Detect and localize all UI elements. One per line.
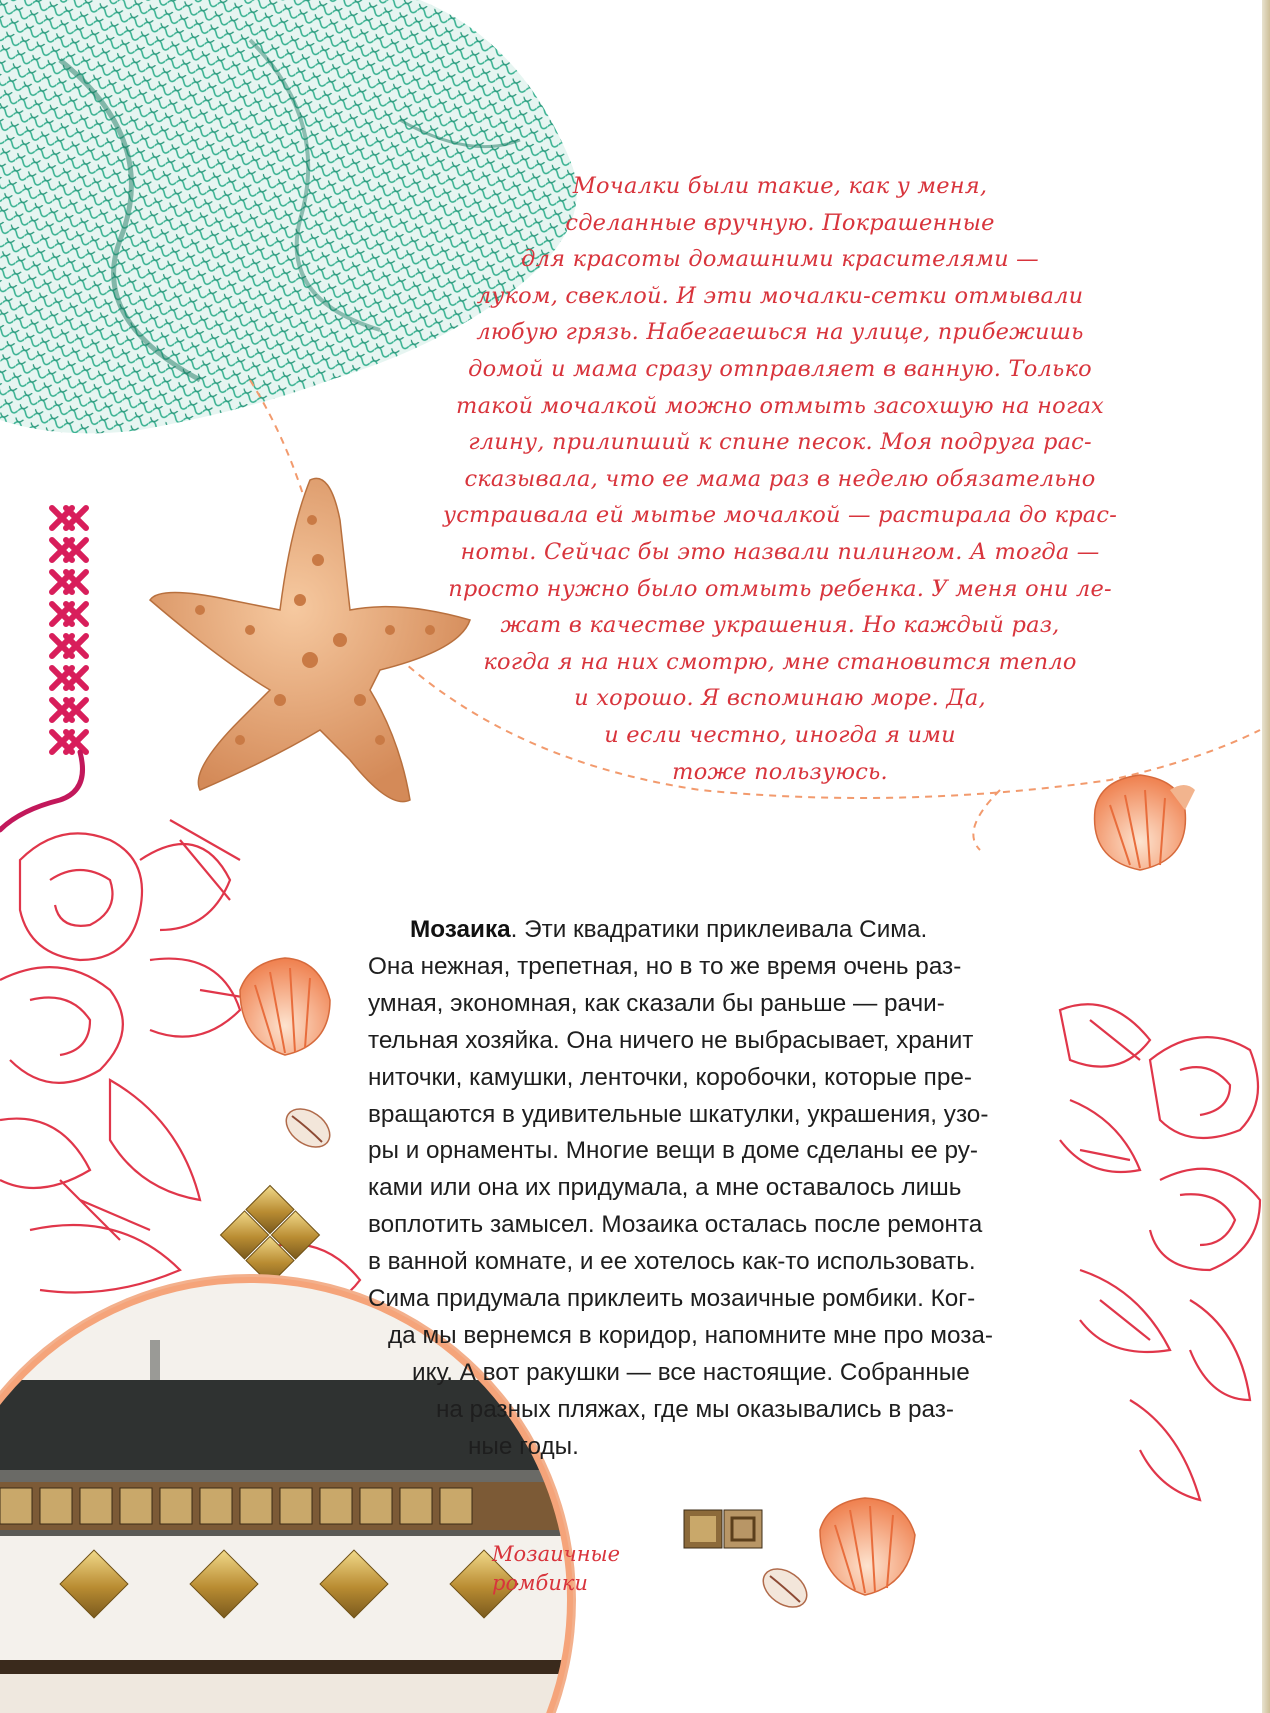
mosaic-line: умная, экономная, как сказали бы раньше — рачи- [368, 989, 945, 1017]
memoir-line: домой и мама сразу отправляет в ванную. Только [468, 355, 1092, 382]
mosaic-line: ниточки, камушки, ленточки, коробочки, которые пре- [368, 1063, 972, 1091]
mosaic-line: ры и орнаменты. Многие вещи в доме сделаны ее ру- [368, 1137, 978, 1165]
gold-mosaic-tile [221, 1186, 320, 1285]
memoir-line: и если честно, иногда я ими [604, 721, 956, 748]
cross-stitch-decoration [0, 508, 86, 830]
memoir-line: когда я на них смотрю, мне становится тепло [483, 648, 1077, 675]
page-edge [1262, 0, 1270, 1713]
memoir-line: Мочалки были такие, как у меня, [572, 173, 988, 199]
memoir-line: для красоты домашними красителями — [521, 246, 1039, 273]
memoir-line: любую грязь. Набегаешься на улице, прибежишь [476, 319, 1084, 346]
caption-line: ромбики [492, 1571, 588, 1595]
mosaic-paragraph [368, 912, 1044, 1466]
memoir-line: жат в качестве украшения. Но каждый раз, [500, 612, 1060, 639]
scallop-shell-2 [240, 958, 330, 1055]
mosaic-line: ками или она их придумала, а мне оставалось лишь [368, 1174, 962, 1202]
mosaic-heading: Мозаика [410, 916, 511, 943]
small-shell-2 [756, 1561, 814, 1615]
caption-line: Мозаичные [492, 1542, 621, 1566]
memoir-line: просто нужно было отмыть ребенка. У меня они ле- [448, 575, 1112, 602]
memoir-line: такой мочалкой можно отмыть засохшую на ногах [456, 392, 1104, 419]
mosaic-line: в ванной комнате, и ее хотелось как-то использовать. [368, 1248, 976, 1276]
mosaic-line: ику. А вот ракушки — все настоящие. Собранные [412, 1358, 970, 1386]
memoir-line: сказывала, что ее мама раз в неделю обязательно [464, 465, 1096, 492]
memoir-line: глину, прилипший к спине песок. Моя подруга рас- [468, 429, 1092, 456]
mosaic-line: вращаются в удивительные шкатулки, украшения, узо- [368, 1100, 989, 1128]
mosaic-line: Она нежная, трепетная, но в то же время очень раз- [368, 952, 962, 980]
memoir-line: луком, свеклой. И эти мочалки-сетки отмывали [476, 282, 1084, 309]
mosaic-line: да мы вернемся в коридор, напомните мне про моза- [388, 1321, 993, 1349]
small-shell-1 [279, 1101, 337, 1155]
memoir-line: сделанные вручную. Покрашенные [565, 209, 995, 236]
mosaic-line: на разных пляжах, где мы оказывались в раз- [436, 1395, 955, 1423]
memoir-line: тоже пользуюсь. [672, 758, 888, 785]
memoir-line: ноты. Сейчас бы это назвали пилингом. А тогда — [460, 538, 1100, 565]
mosaic-tiles-small [684, 1510, 762, 1548]
memoir-line: и хорошо. Я вспоминаю море. Да, [574, 685, 986, 712]
mosaic-line: воплотить замысел. Мозаика осталась после ремонта [368, 1211, 983, 1239]
scallop-shell-3 [820, 1498, 915, 1595]
mosaic-first-line-rest: . Эти квадратики приклеивала Сима. [510, 916, 928, 943]
photo-caption [492, 1540, 620, 1598]
mosaic-line: тельная хозяйка. Она ничего не выбрасывает, хранит [368, 1026, 974, 1054]
washcloth-memoir-text [420, 168, 1140, 790]
memoir-line: устраивала ей мытье мочалкой — растирала до крас- [442, 502, 1118, 529]
mosaic-first-line [368, 912, 1044, 949]
mosaic-line: ные годы. [468, 1432, 579, 1460]
rose-lineart-left [0, 820, 260, 1293]
rose-lineart-right [1060, 1004, 1260, 1500]
mosaic-line: Сима придумала приклеить мозаичные ромбики. Ког- [368, 1285, 976, 1313]
